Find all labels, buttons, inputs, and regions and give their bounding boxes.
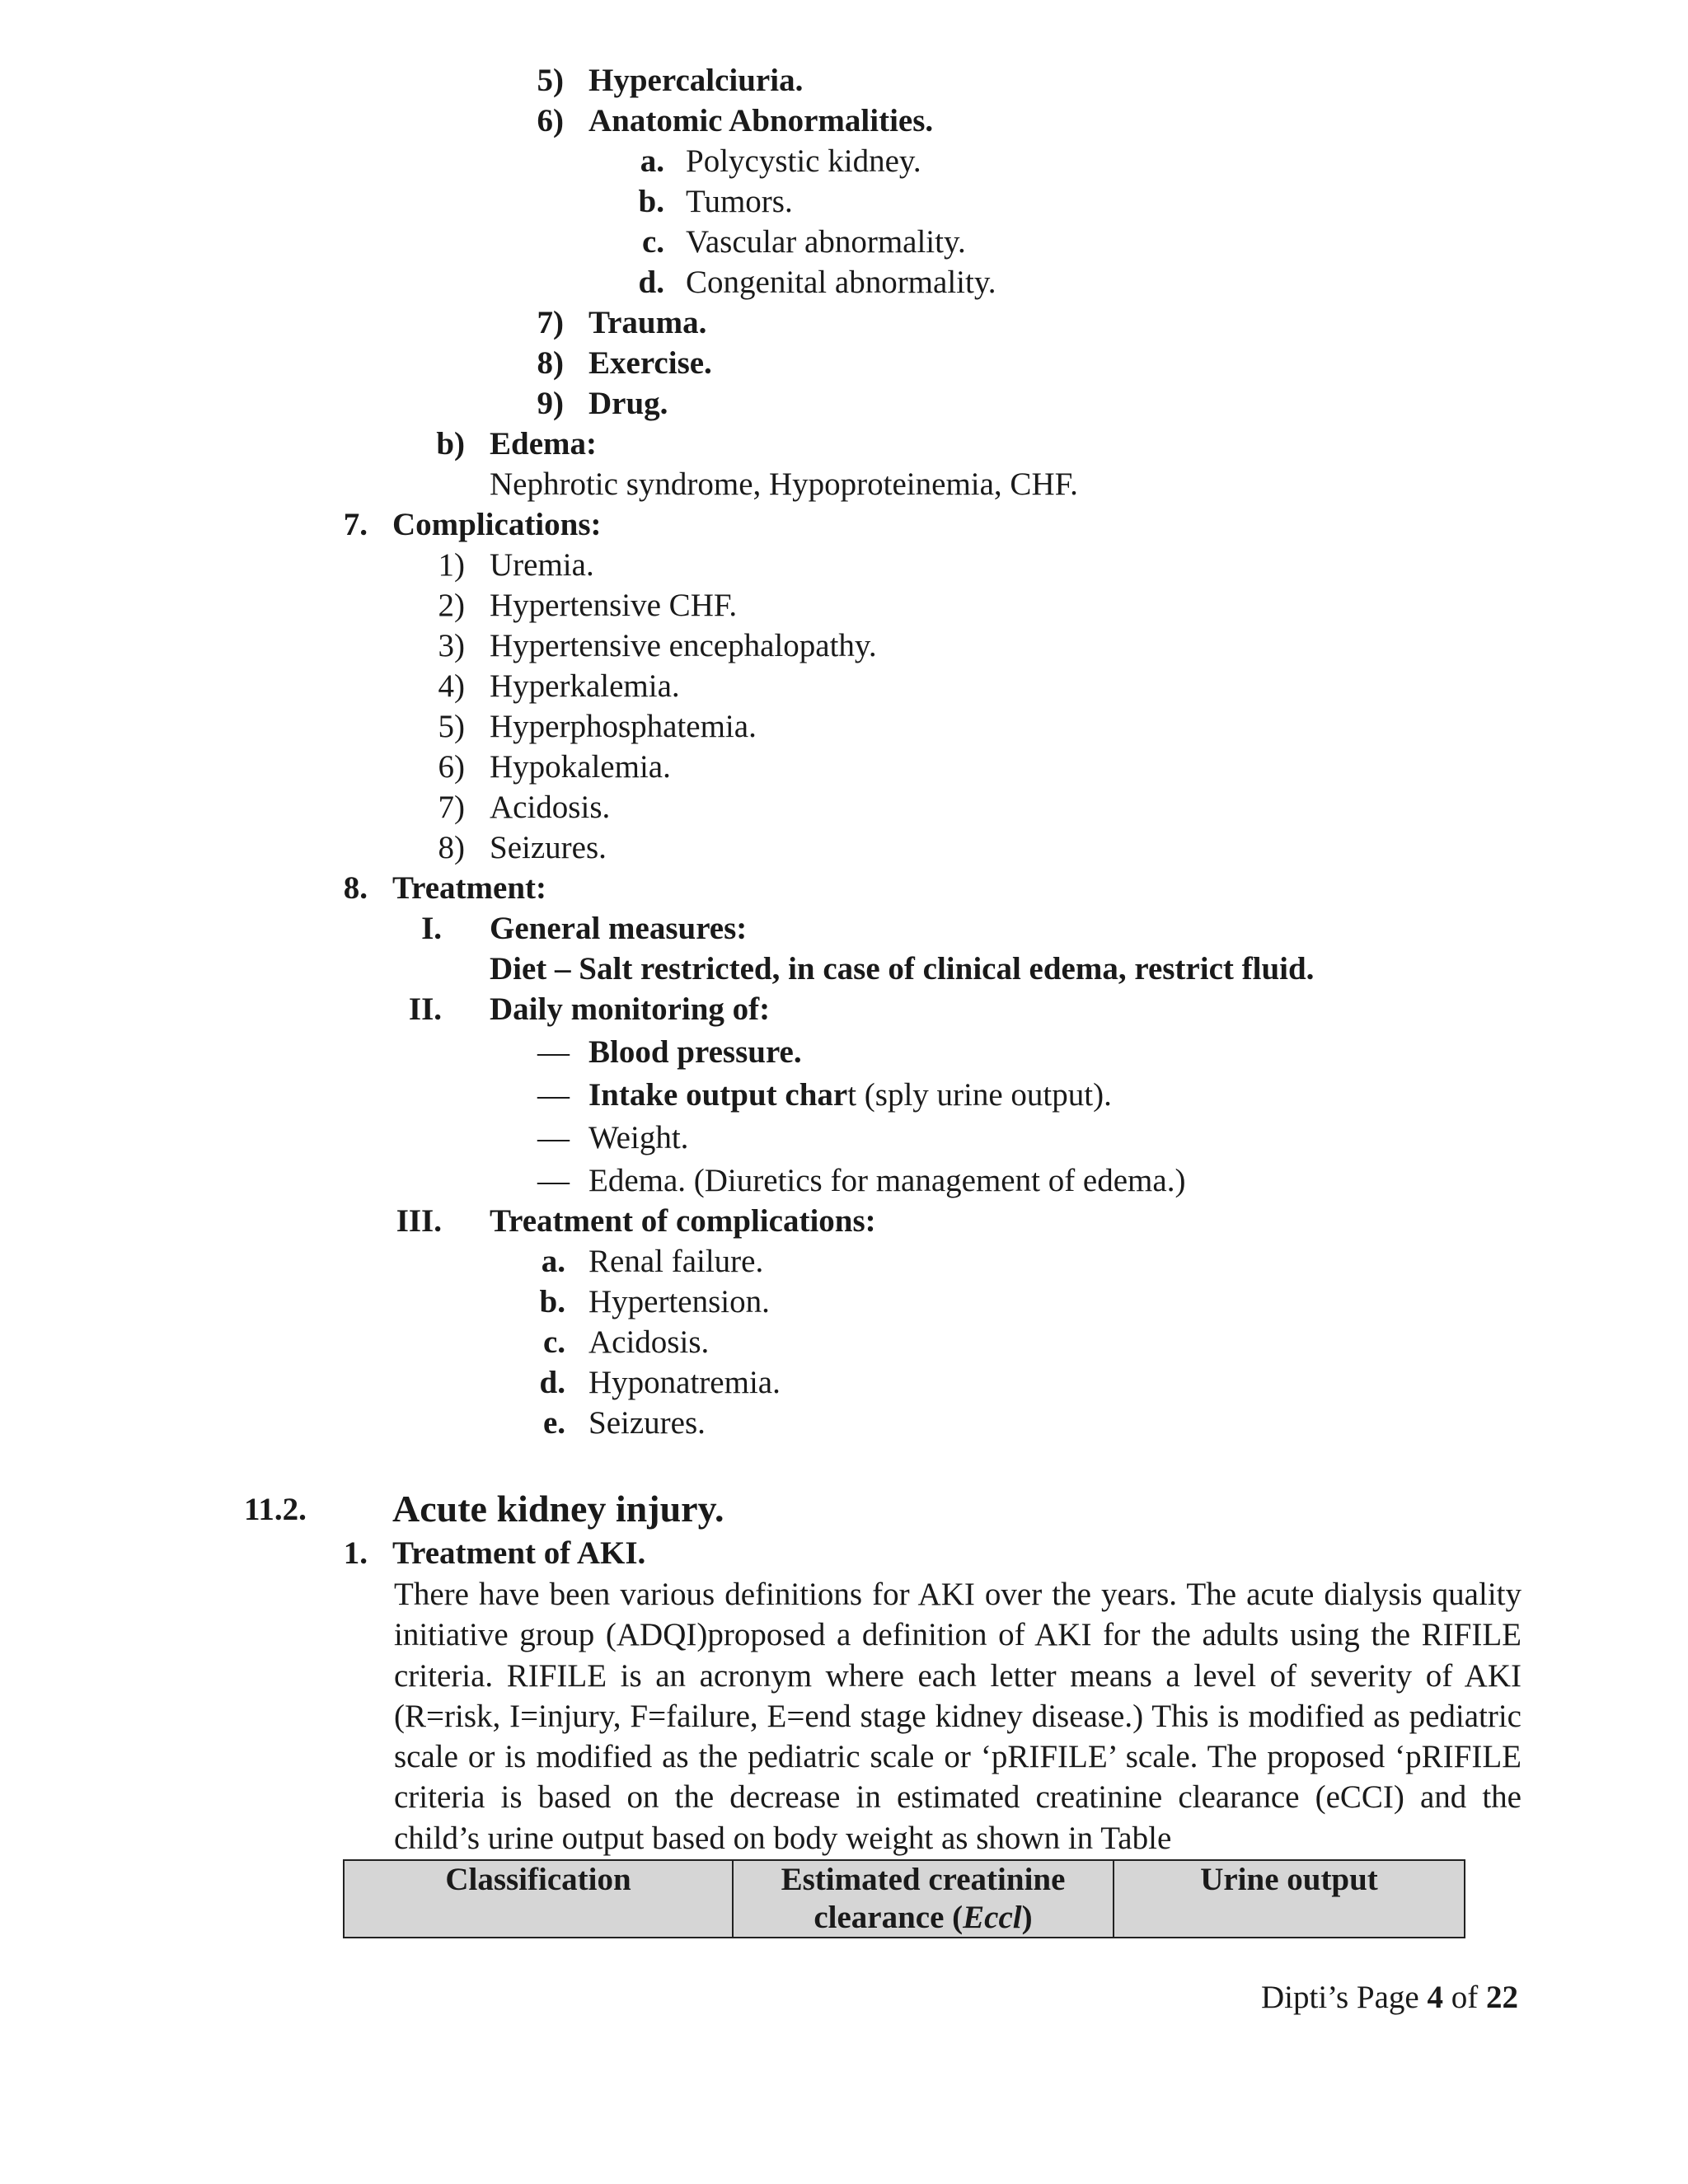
roman-marker: III. [396, 1203, 442, 1239]
footer-prefix: Dipti’s Page [1261, 1980, 1428, 2015]
item-marker: c. [542, 1324, 565, 1360]
list-item-detail: Nephrotic syndrome, Hypoproteinemia, CHF. [490, 466, 1078, 502]
header-line-suffix: ) [1021, 1900, 1033, 1935]
list-item: Hypercalciuria. [588, 63, 804, 98]
item-marker: 6) [537, 103, 564, 138]
item-marker: a. [640, 143, 664, 179]
list-item: Drug. [588, 386, 668, 421]
list-item: Weight. [588, 1120, 689, 1155]
item-marker: 9) [537, 386, 564, 421]
roman-marker: II. [408, 991, 442, 1027]
section-heading: Treatment: [392, 870, 546, 906]
item-marker: e. [542, 1405, 565, 1441]
list-item: Blood pressure. [588, 1034, 802, 1070]
table-header-row [344, 1860, 1465, 1938]
dash-bullet: — [537, 1077, 570, 1113]
list-item: Edema. (Diuretics for management of edema.) [588, 1163, 1186, 1198]
item-marker: 3) [438, 628, 465, 663]
aki-paragraph: There have been various definitions for AKI over the years. The acute dialysis quality initiative group (ADQI)proposed a definition of AKI for the adults using the RIFILE criteria. RIFILE is an acronym where each letter means a level of severity of AKI (R=risk, I=injury, F=failure, E=end stage kidney disease.) This is modified as pediatric scale or is modified as the pediatric scale or ‘pRIFILE’ scale. The proposed ‘pRIFILE criteria is based on the decrease in estimated creatinine clearance (eCCI) and the child’s urine output based on body weight as shown in Table [394, 1577, 1522, 1856]
list-item-heading: Edema: [490, 426, 597, 462]
item-marker: 4) [438, 668, 465, 704]
list-item: Exercise. [588, 345, 712, 381]
item-marker: b. [539, 1284, 565, 1319]
list-item: Seizures. [588, 1405, 706, 1441]
list-item: Congenital abnormality. [686, 265, 996, 300]
item-marker: a. [541, 1244, 565, 1279]
list-item: Anatomic Abnormalities. [588, 103, 934, 138]
footer-page-total: 22 [1486, 1980, 1518, 2015]
diet-instruction: Diet – Salt restricted, in case of clinical edema, restrict fluid. [490, 951, 1315, 987]
list-item: Acidosis. [490, 790, 611, 825]
list-item: Hypertension. [588, 1284, 770, 1319]
item-marker: d. [539, 1365, 565, 1400]
dash-bullet: — [537, 1120, 570, 1155]
subsection-heading: Treatment of complications: [490, 1203, 876, 1239]
list-item: Hypertensive encephalopathy. [490, 628, 877, 663]
subsection-heading: General measures: [490, 911, 748, 946]
list-item: Polycystic kidney. [686, 143, 921, 179]
footer-of: of [1443, 1980, 1486, 2015]
list-item: Seizures. [490, 830, 607, 865]
list-item [588, 1076, 1112, 1115]
item-marker: b) [436, 426, 465, 462]
item-marker: 8) [537, 345, 564, 381]
list-item-bold: Intake output char [588, 1077, 848, 1113]
list-item: Uremia. [490, 547, 594, 583]
item-marker: 6) [438, 749, 465, 785]
list-item: Hypokalemia. [490, 749, 671, 785]
pRIFLE-table [343, 1859, 1465, 1938]
item-marker: 5) [537, 63, 564, 98]
dash-bullet: — [537, 1163, 570, 1198]
item-marker: 5) [438, 709, 465, 744]
list-item: Hypertensive CHF. [490, 588, 738, 623]
list-item-rest: t (sply urine output). [847, 1077, 1112, 1113]
subsection-heading: Treatment of AKI. [392, 1535, 646, 1571]
page-footer [1261, 1978, 1518, 2018]
item-marker: 8) [438, 830, 465, 865]
table-header-cell [733, 1860, 1114, 1938]
item-marker: d. [638, 265, 664, 300]
list-item: Hyperphosphatemia. [490, 709, 757, 744]
table-header-cell: Urine output [1114, 1860, 1465, 1938]
item-marker: 2) [438, 588, 465, 623]
item-marker: b. [638, 184, 664, 219]
item-marker: c. [641, 224, 664, 260]
roman-marker: I. [421, 911, 442, 946]
section-marker: 8. [343, 870, 368, 906]
subsection-heading: Daily monitoring of: [490, 991, 771, 1027]
list-item: Acidosis. [588, 1324, 710, 1360]
section-marker: 7. [343, 507, 368, 542]
list-item: Renal failure. [588, 1244, 764, 1279]
section-heading: Complications: [392, 507, 602, 542]
item-marker: 7) [438, 790, 465, 825]
header-italic: Eccl [963, 1900, 1022, 1935]
dash-bullet: — [537, 1034, 570, 1070]
list-item: Vascular abnormality. [686, 224, 966, 260]
footer-page-number: 4 [1427, 1980, 1443, 2015]
header-line: Estimated creatinine [781, 1862, 1066, 1897]
list-item: Trauma. [588, 305, 707, 340]
list-item: Hyperkalemia. [490, 668, 680, 704]
item-marker: 7) [537, 305, 564, 340]
section-number: 11.2. [244, 1492, 307, 1527]
subsection-marker: 1. [343, 1535, 368, 1571]
list-item: Tumors. [686, 184, 793, 219]
section-title: Acute kidney injury. [392, 1488, 724, 1530]
list-item: Hyponatremia. [588, 1365, 781, 1400]
header-line-prefix: clearance ( [814, 1900, 964, 1935]
table-header-cell: Classification [344, 1860, 733, 1938]
item-marker: 1) [438, 547, 465, 583]
